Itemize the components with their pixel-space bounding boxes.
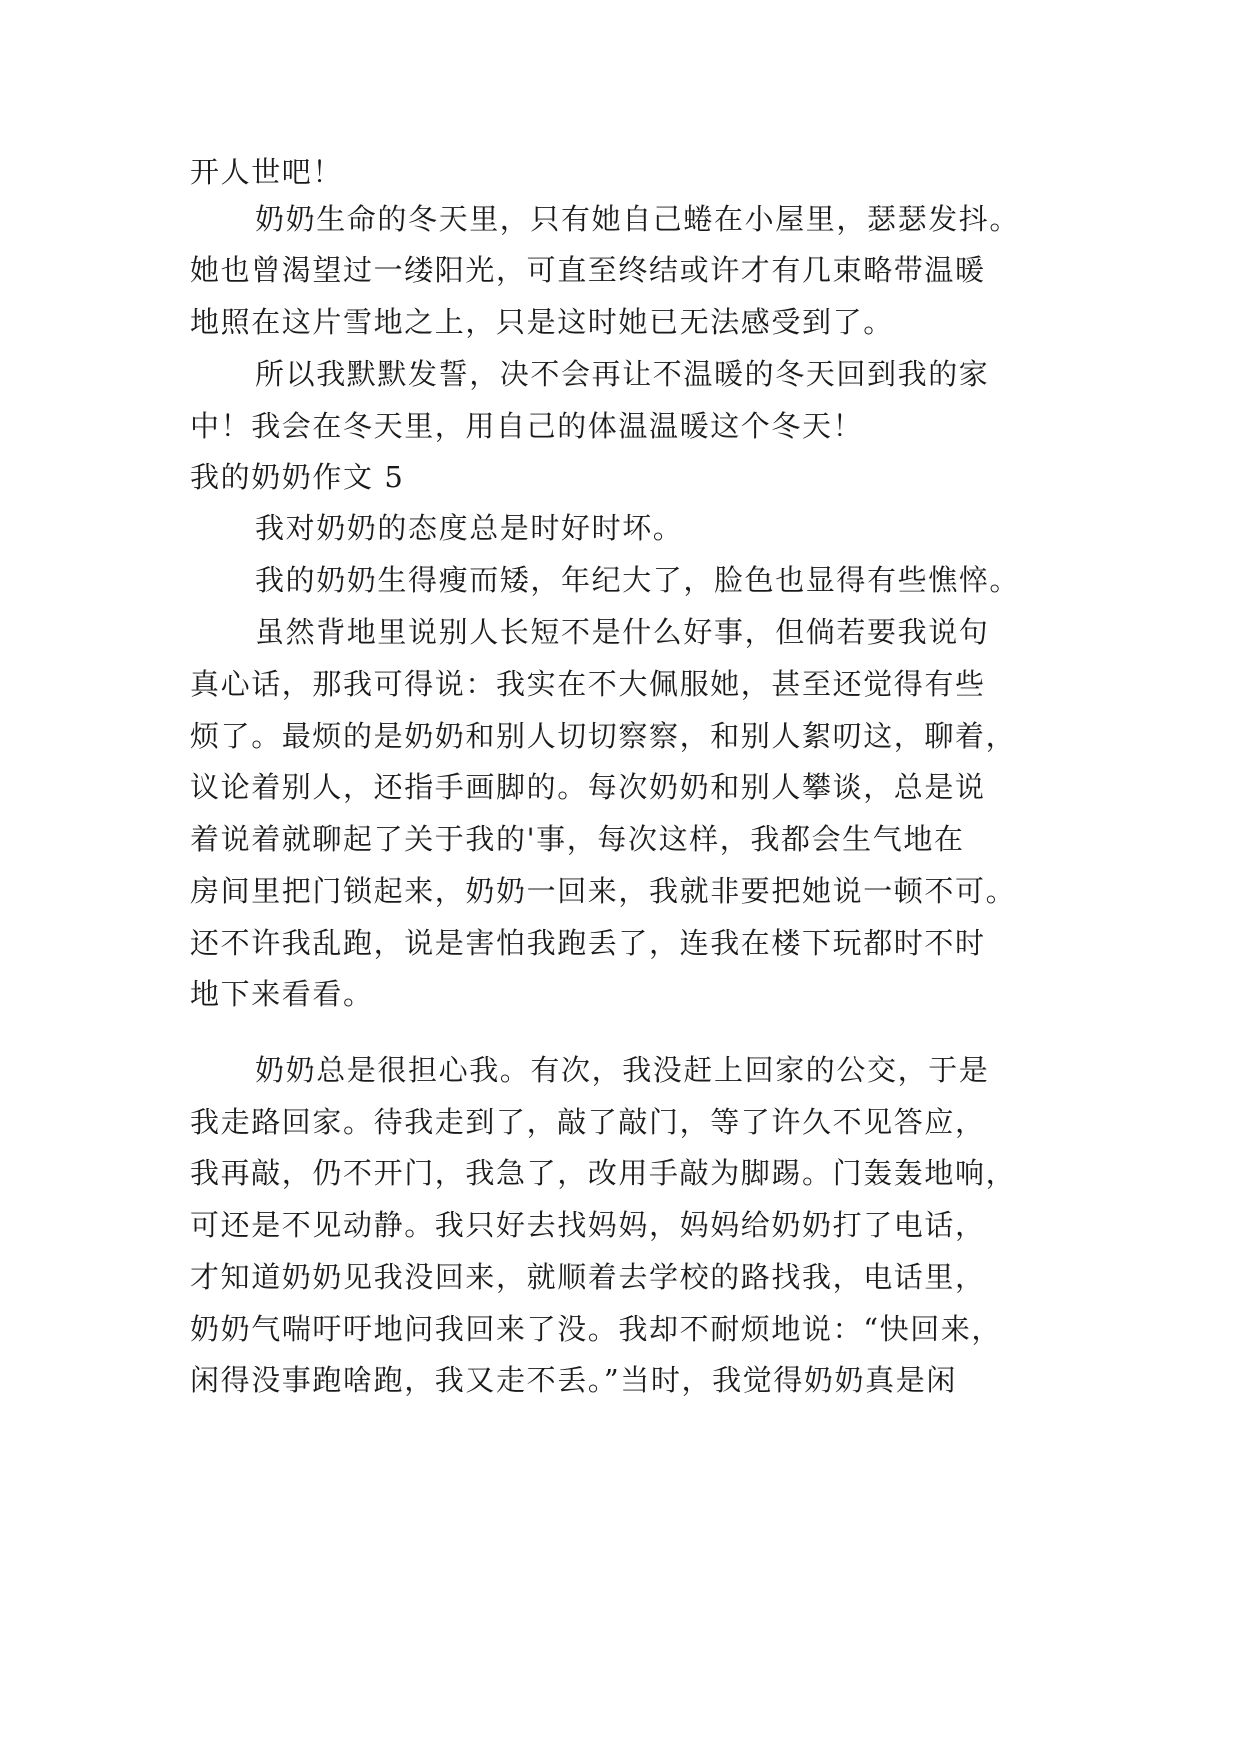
text-line: 她也曾渴望过一缕阳光，可直至终结或许才有几束略带温暖 [190,253,986,287]
text-line: 我再敲，仍不开门，我急了，改用手敲为脚踢。门轰轰地响， [190,1156,1017,1190]
text-line: 地照在这片雪地之上，只是这时她已无法感受到了。 [190,305,894,339]
text-line: 开人世吧！ [190,155,344,189]
text-line: 闲得没事跑啥跑，我又走不丢。”当时，我觉得奶奶真是闲 [190,1363,957,1397]
paragraph-start-line: 所以我默默发誓，决不会再让不温暖的冬天回到我的家 [255,357,990,391]
text-line: 才知道奶奶见我没回来，就顺着去学校的路找我，电话里， [190,1260,986,1294]
text-line: 奶奶气喘吁吁地问我回来了没。我却不耐烦地说：“快回来， [190,1312,1003,1346]
text-line: 我走路回家。待我走到了，敲了敲门，等了许久不见答应， [190,1105,986,1139]
section-heading: 我的奶奶作文 5 [190,460,405,494]
text-line: 还不许我乱跑，说是害怕我跑丢了，连我在楼下玩都时不时 [190,926,986,960]
text-line: 地下来看看。 [190,977,374,1011]
paragraph-start-line: 我的奶奶生得瘦而矮，年纪大了，脸色也显得有些憔悴。 [255,563,1021,597]
text-line: 可还是不见动静。我只好去找妈妈，妈妈给奶奶打了电话， [190,1208,986,1242]
text-line: 中！我会在冬天里，用自己的体温温暖这个冬天！ [190,409,864,443]
text-line: 着说着就聊起了关于我的'事，每次这样，我都会生气地在 [190,822,965,856]
paragraph-start-line: 奶奶生命的冬天里，只有她自己蜷在小屋里，瑟瑟发抖。 [255,202,1021,236]
text-line: 议论着别人，还指手画脚的。每次奶奶和别人攀谈，总是说 [190,770,986,804]
paragraph-start-line: 我对奶奶的态度总是时好时坏。 [255,511,684,545]
text-line: 烦了。最烦的是奶奶和别人切切察察，和别人絮叨这，聊着， [190,719,1017,753]
paragraph-start-line: 虽然背地里说别人长短不是什么好事，但倘若要我说句 [255,615,990,649]
paragraph-start-line: 奶奶总是很担心我。有次，我没赶上回家的公交，于是 [255,1053,990,1087]
text-line: 房间里把门锁起来，奶奶一回来，我就非要把她说一顿不可。 [190,874,1017,908]
text-line: 真心话，那我可得说：我实在不大佩服她，甚至还觉得有些 [190,667,986,701]
